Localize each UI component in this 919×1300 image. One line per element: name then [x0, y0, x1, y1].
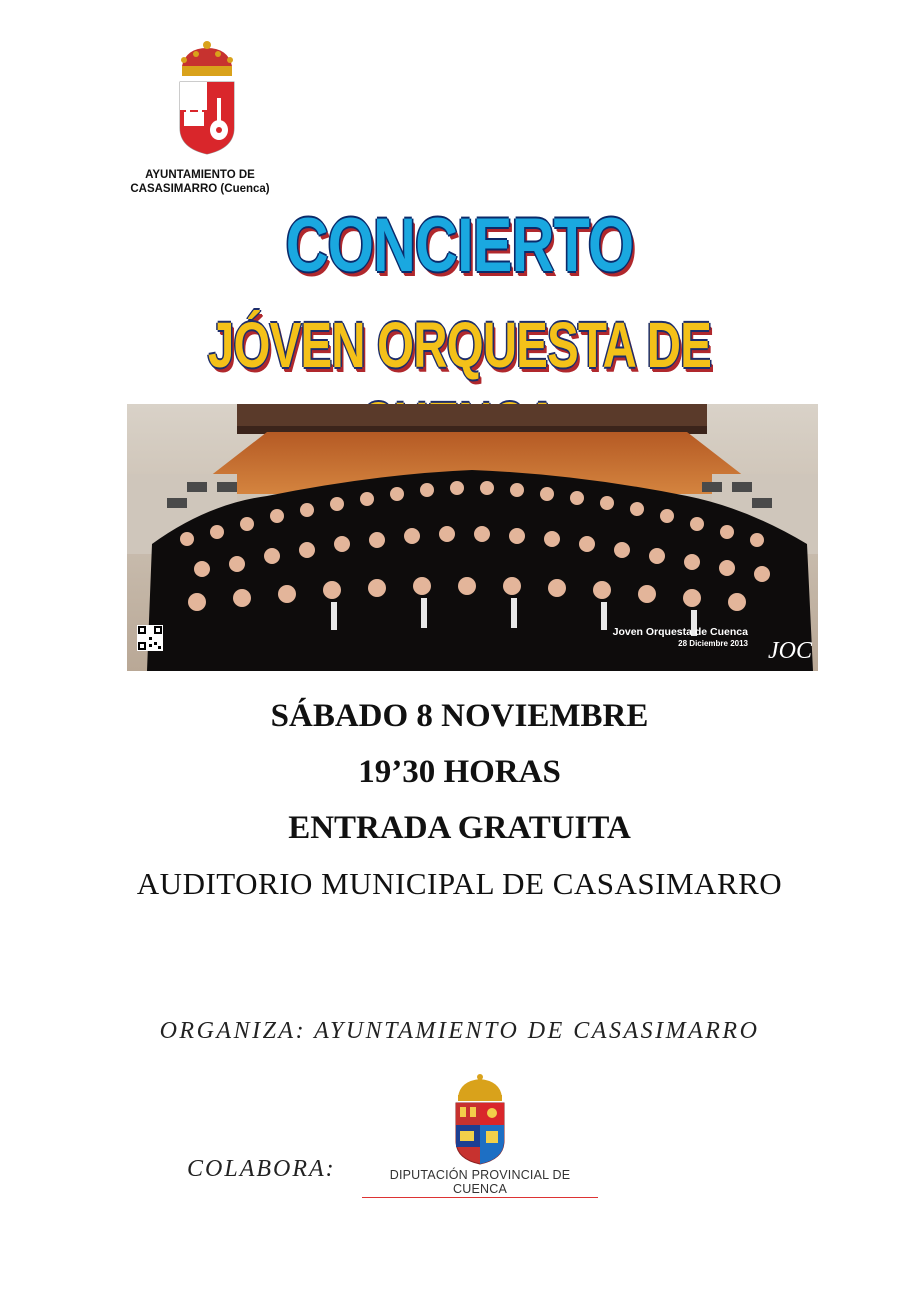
org-line-2: CASASIMARRO (Cuenca) [130, 183, 270, 195]
photo-caption-line-1: Joven Orquesta de Cuenca [612, 626, 748, 638]
qr-code-icon [137, 625, 163, 651]
orchestra-name: JÓVEN ORQUESTA DE [207, 309, 712, 381]
event-date: SÁBADO 8 NOVIEMBRE [270, 698, 649, 734]
org-line-1: AYUNTAMIENTO DE [145, 169, 255, 181]
diputacion-coat-of-arms-icon [450, 1073, 510, 1165]
event-entry: ENTRADA GRATUITA [288, 810, 631, 846]
collaborator-label: COLABORA: [187, 1156, 336, 1182]
concert-title: CONCIERTO [285, 203, 634, 288]
orchestra-photo [127, 404, 818, 671]
diputacion-name: DIPUTACIÓN PROVINCIAL DE CUENCA [362, 1168, 598, 1198]
event-venue: AUDITORIO MUNICIPAL DE CASASIMARRO [136, 866, 783, 901]
event-time: 19’30 HORAS [358, 754, 561, 790]
joc-logo: JOC [768, 638, 812, 664]
photo-caption [613, 627, 748, 649]
casasimarro-coat-of-arms-icon [172, 40, 242, 156]
organizer-line: ORGANIZA: AYUNTAMIENTO DE CASASIMARRO [159, 1018, 760, 1044]
photo-caption-line-2: 28 Diciembre 2013 [678, 639, 748, 648]
municipality-name [100, 168, 300, 196]
